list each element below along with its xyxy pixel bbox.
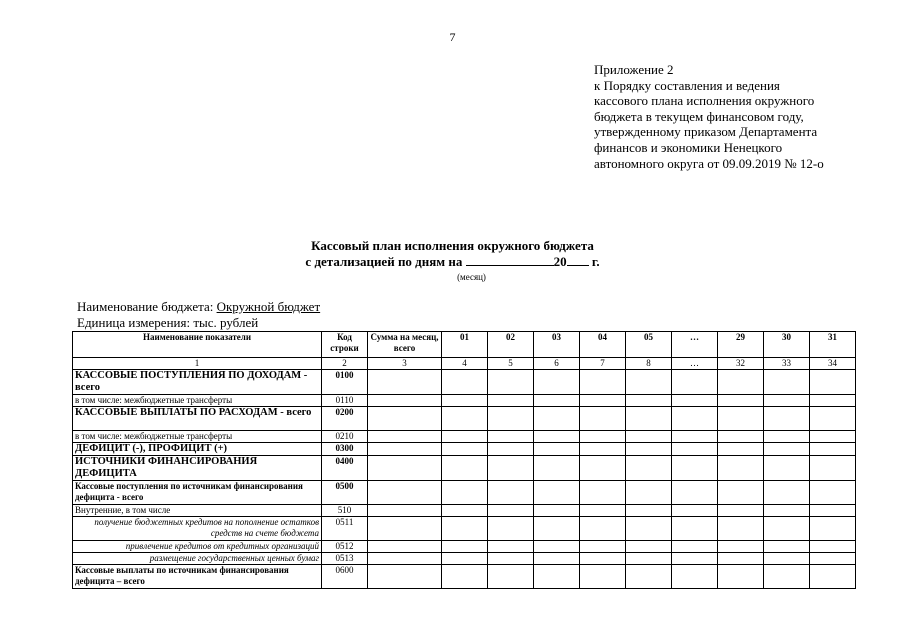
month-blank (466, 254, 554, 266)
appendix-line: Приложение 2 (594, 62, 674, 77)
appendix-block (594, 62, 894, 171)
row-code: 0200 (322, 407, 368, 431)
table-row (73, 443, 856, 456)
column-number: 6 (534, 358, 580, 370)
row-name: ДЕФИЦИТ (-), ПРОФИЦИТ (+) (73, 443, 322, 456)
column-header: Код строки (322, 332, 368, 358)
column-header: 29 (718, 332, 764, 358)
row-code: 0600 (322, 565, 368, 589)
column-header: … (672, 332, 718, 358)
table-row (73, 505, 856, 517)
column-header: Наименование показатели (73, 332, 322, 358)
year-blank (567, 254, 589, 266)
table-header-row (73, 332, 856, 358)
row-code: 510 (322, 505, 368, 517)
column-number: 1 (73, 358, 322, 370)
row-code: 0210 (322, 431, 368, 443)
row-code: 0511 (322, 517, 368, 541)
appendix-line: финансов и экономики Ненецкого (594, 139, 783, 155)
row-name: КАССОВЫЕ ВЫПЛАТЫ ПО РАСХОДАМ - всего (73, 407, 322, 431)
row-code: 0400 (322, 456, 368, 481)
row-code: 0512 (322, 541, 368, 553)
column-header: 30 (764, 332, 810, 358)
unit-label: Единица измерения: тыс. рублей (77, 315, 259, 330)
table-row (73, 431, 856, 443)
title-line-1: Кассовый план исполнения окружного бюджета (311, 238, 594, 253)
table-row (73, 407, 856, 431)
row-name: Внутренние, в том числе (73, 505, 322, 517)
table-row (73, 541, 856, 553)
row-code: 0100 (322, 370, 368, 395)
row-name: Кассовые выплаты по источникам финансирования дефицита – всего (73, 565, 322, 589)
month-caption: (месяц) (457, 272, 486, 282)
cash-plan-table (72, 331, 856, 589)
table-row (73, 370, 856, 395)
column-header: 01 (442, 332, 488, 358)
table-row (73, 395, 856, 407)
page-number: 7 (449, 30, 456, 44)
column-header: 31 (810, 332, 856, 358)
column-number: 5 (488, 358, 534, 370)
title-line-2-prefix: с детализацией по дням на (305, 254, 463, 269)
row-name: в том числе: межбюджетные трансферты (73, 395, 322, 407)
appendix-line: утвержденному приказом Департамента (594, 124, 818, 140)
table-row (73, 553, 856, 565)
row-code: 0300 (322, 443, 368, 456)
column-number: 4 (442, 358, 488, 370)
table-row (73, 481, 856, 505)
appendix-line: к Порядку составления и ведения (594, 77, 780, 93)
column-number: 3 (368, 358, 442, 370)
column-header: Сумма на месяц, всего (368, 332, 442, 358)
budget-name (77, 300, 320, 314)
appendix-line: бюджета в текущем финансовом году, (594, 108, 804, 124)
appendix-line: кассового плана исполнения окружного (594, 93, 815, 109)
column-number: 8 (626, 358, 672, 370)
column-number: … (672, 358, 718, 370)
column-header: 05 (626, 332, 672, 358)
row-name: получение бюджетных кредитов на пополнение остатков средств на счете бюджета (73, 517, 322, 541)
column-number: 7 (580, 358, 626, 370)
table-row (73, 456, 856, 481)
row-name: ИСТОЧНИКИ ФИНАНСИРОВАНИЯ ДЕФИЦИТА (73, 456, 322, 481)
budget-value: Окружной бюджет (216, 299, 321, 314)
column-number: 2 (322, 358, 368, 370)
table-row (73, 517, 856, 541)
column-header: 04 (580, 332, 626, 358)
row-name: привлечение кредитов от кредитных организаций (73, 541, 322, 553)
table-row (73, 565, 856, 589)
budget-label: Наименование бюджета: (77, 299, 214, 314)
title-line-2 (0, 254, 905, 270)
year-prefix: 20 (553, 254, 567, 269)
row-name: в том числе: межбюджетные трансферты (73, 431, 322, 443)
row-name: Кассовые поступления по источникам финансирования дефицита - всего (73, 481, 322, 505)
row-code: 0513 (322, 553, 368, 565)
document-title (0, 238, 905, 270)
appendix-line: автономного округа от 09.09.2019 № 12-о (594, 155, 824, 171)
column-number: 32 (718, 358, 764, 370)
row-code: 0500 (322, 481, 368, 505)
column-number: 34 (810, 358, 856, 370)
column-number: 33 (764, 358, 810, 370)
row-name: КАССОВЫЕ ПОСТУПЛЕНИЯ ПО ДОХОДАМ - всего (73, 370, 322, 395)
column-number-row (73, 358, 856, 370)
year-suffix: г. (591, 254, 600, 269)
row-name: размещение государственных ценных бумаг (73, 553, 322, 565)
row-code: 0110 (322, 395, 368, 407)
column-header: 02 (488, 332, 534, 358)
column-header: 03 (534, 332, 580, 358)
